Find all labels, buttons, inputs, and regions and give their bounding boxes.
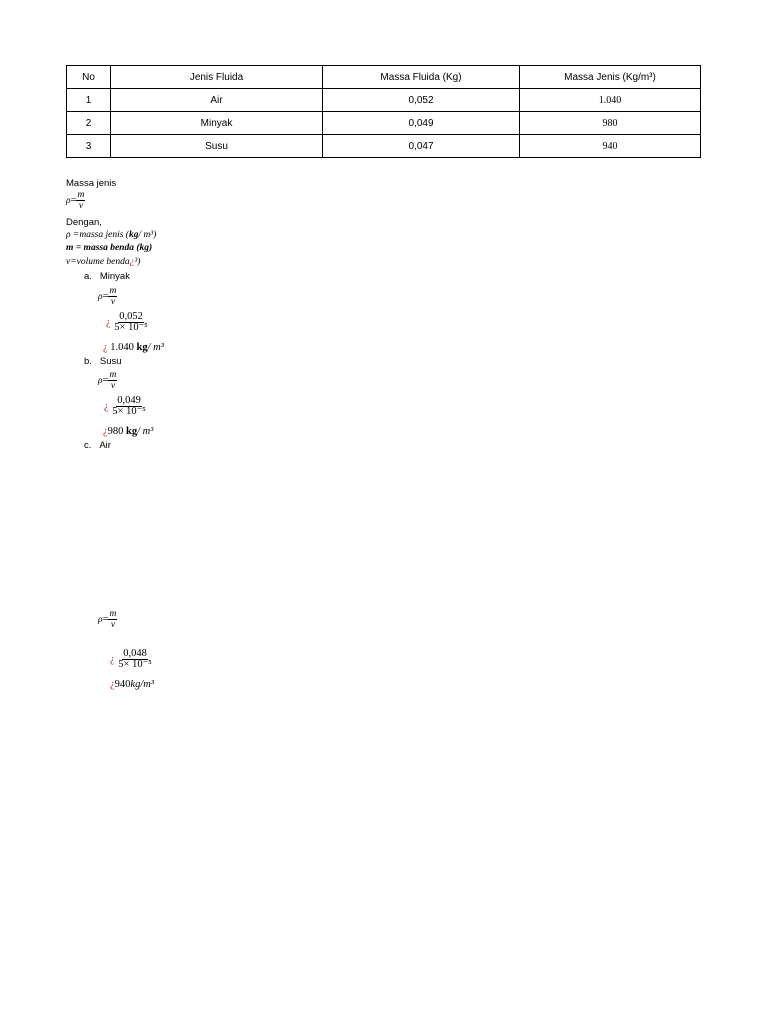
table-row [67,112,701,135]
definition-m: m = massa benda (kg) [66,243,153,253]
unit-rest: / m³) [138,230,157,240]
table-header-row [67,66,701,89]
fraction [117,649,153,670]
table-row [67,89,701,112]
result-minyak [103,341,164,354]
list-marker: a. [84,271,92,282]
numerator: 0,052 [119,311,143,322]
cell-massa-jenis: 940 [520,135,701,158]
numerator: m [109,609,117,619]
list-marker: b. [84,356,92,367]
fraction [111,396,147,417]
calc-susu [104,396,147,417]
list-label: Minyak [99,271,130,282]
calc-minyak [106,312,149,333]
inverted-question-glyph: ¿ [110,679,115,690]
denominator: v [78,201,84,211]
result-value: 940 [114,679,131,690]
equals-sign: = [102,291,109,303]
list-item [84,355,122,368]
data-table [66,65,701,158]
cell-no: 3 [67,135,111,158]
table-row [67,135,701,158]
denominator: v [110,620,116,630]
cell-massa: 0,052 [323,89,520,112]
cell-no: 1 [67,89,111,112]
rho-symbol: ρ [98,292,103,303]
inverted-question-glyph: ¿ [106,316,111,328]
denominator: 5× 10⁻⁵ [118,659,152,670]
result-unit: / m³ [147,342,164,353]
rho-symbol: ρ [98,376,103,387]
formula-main [66,190,85,211]
result-air [110,678,154,691]
rho-symbol: ρ [98,615,103,626]
formula-minyak [98,286,117,307]
fraction [76,190,85,211]
cell-jenis: Air [111,89,323,112]
cell-no: 2 [67,112,111,135]
numerator: m [109,370,117,380]
denominator: 5× 10⁻⁵ [114,322,148,333]
inverted-question-glyph: ¿ [129,257,135,267]
cell-massa: 0,049 [323,112,520,135]
header-no: No [67,66,111,89]
calc-air [110,649,153,670]
fraction [113,312,149,333]
numerator: m [109,286,117,296]
list-item [84,439,111,452]
inverted-question-glyph: ¿ [110,653,115,665]
section-heading: Massa jenis [66,178,117,189]
result-value: 980 [107,426,124,437]
result-unit-kg: kg [126,426,138,437]
header-massa-jenis: Massa Jenis (Kg/m³) [520,66,701,89]
fraction [108,286,117,307]
cell-massa-jenis: 980 [520,112,701,135]
cell-massa: 0,047 [323,135,520,158]
denominator: v [110,381,116,391]
result-unit: / m³ [137,426,154,437]
list-label: Air [99,440,111,451]
inverted-question-glyph: ¿ [103,342,108,353]
list-marker: c. [84,440,92,451]
definition-v-tail: ³) [134,257,141,267]
inverted-question-glyph: ¿ [103,426,108,437]
header-jenis-fluida: Jenis Fluida [111,66,323,89]
dengan-label: Dengan, [66,217,102,228]
definition-v-text: v=volume benda [66,257,130,267]
equals-sign: = [102,375,109,387]
formula-susu [98,370,117,391]
list-item [84,270,130,283]
inverted-question-glyph: ¿ [104,400,109,412]
result-unit: kg/m³ [130,679,154,690]
fraction [108,370,117,391]
denominator: 5× 10⁻⁵ [112,406,146,417]
unit-kg: kg [128,230,139,240]
result-value: 1.040 [110,342,134,353]
cell-jenis: Susu [111,135,323,158]
numerator: 0,048 [123,648,147,659]
rho-symbol: ρ [66,196,71,207]
list-label: Susu [99,356,122,367]
result-susu [103,425,153,438]
equals-sign: = [70,195,77,207]
definition-rho [66,229,156,242]
result-unit-kg: kg [136,342,148,353]
fraction [108,609,117,630]
numerator: 0,049 [117,395,141,406]
denominator: v [110,297,116,307]
cell-massa-jenis: 1.040 [520,89,701,112]
equals-sign: = [102,614,109,626]
formula-air [98,609,117,630]
cell-jenis: Minyak [111,112,323,135]
numerator: m [77,190,85,200]
definition-rho-text: ρ =massa jenis ( [66,230,129,240]
definition-v [66,256,140,269]
header-massa-fluida: Massa Fluida (Kg) [323,66,520,89]
